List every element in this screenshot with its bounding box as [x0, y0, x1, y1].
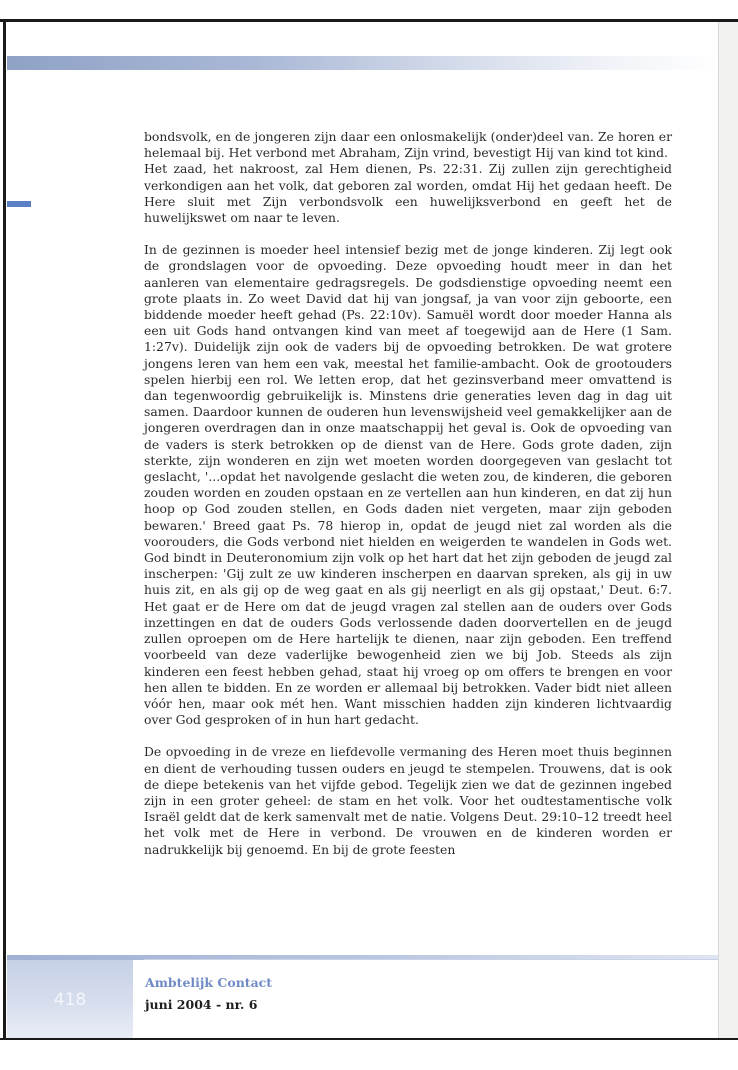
paragraph-4: De opvoeding in de vreze en liefdevolle vermaning des Heren moet thuis beginnen en dient de verhouding tussen ouders en jeugd te stempelen. Trouwens, dat is ook de diepe betekenis van het vijfde gebod. Tegelijk zien we dat de gezinnen ingebed zijn in een groter geheel: de stam en het volk. Voor het oudtestamentische volk Israël geldt dat de kerk samenvalt met de natie. Volgens Deut. 29:10–12 treedt heel het volk met de Here in verbond. De vrouwen en de kinderen worden er nadrukkelijk bij genoemd. En bij de grote feesten: [144, 744, 672, 857]
journal-issue: juni 2004 - nr. 6: [145, 997, 258, 1012]
article-body: [144, 129, 672, 874]
page-number: 418: [53, 990, 87, 1010]
paragraph-2: Het zaad, het nakroost, zal Hem dienen, Ps. 22:31. Zij zullen zijn gerechtigheid verkondigen aan het volk, dat geboren zal worden, omdat Hij het gedaan heeft. De Here sluit met Zijn verbondsvolk een huwelijksverbond en geeft het de huwelijkswet om naar te leven.: [144, 161, 672, 226]
scan-bottom-border: [0, 1038, 738, 1070]
footer-rule: [144, 959, 718, 960]
scan-left-border: [3, 19, 6, 1068]
scan-top-border: [0, 19, 738, 22]
header-color-band: [7, 56, 718, 70]
page-right-edge: [718, 22, 738, 1068]
paragraph-1: bondsvolk, en de jongeren zijn daar een onlosmakelijk (onder)deel van. Ze horen er helemaal bij. Het verbond met Abraham, Zijn vrind, bevestigt Hij van kind tot kind.: [144, 129, 672, 161]
paragraph-3: In de gezinnen is moeder heel intensief bezig met de jonge kinderen. Zij legt ook de grondslagen voor de opvoeding. Deze opvoeding houdt meer in dan het aanleren van elementaire gedragsregels. De godsdienstige opvoeding neemt een grote plaats in. Zo weet David dat hij van jongsaf, ja van voor zijn geboorte, een biddende moeder heeft gehad (Ps. 22:10v). Samuël wordt door moeder Hanna als een uit Gods hand ontvangen kind van meet af toegewijd aan de Here (1 Sam. 1:27v). Duidelijk zijn ook de vaders bij de opvoeding betrokken. De wat grotere jongens leren van hem een vak, meestal het familie-ambacht. Ook de grootouders spelen hierbij een rol. We letten erop, dat het gezinsverband meer omvattend is dan tegenwoordig gebruikelijk is. Minstens drie generaties leven dag in dag uit samen. Daardoor kunnen de ouderen hun levenswijsheid veel gemakkelijker aan de jongeren overdragen dan in onze maatschappij het geval is. Ook de opvoeding van de vaders is sterk betrokken op de dienst van de Here. Gods grote daden, zijn sterkte, zijn wonderen en zijn wet moeten worden doorgegeven van geslacht tot geslacht, '...opdat het navolgende geslacht die weten zou, de kinderen, die geboren zouden worden en zouden opstaan en ze vertellen aan hun kinderen, en dat zij hun hoop op God zouden stellen, en Gods daden niet vergeten, maar zijn geboden bewaren.' Breed gaat Ps. 78 hierop in, opdat de jeugd niet zal worden als die voorouders, die Gods verbond niet hielden en weigerden te wandelen in Gods wet. God bindt in Deuteronomium zijn volk op het hart dat het zijn geboden de jeugd zal inscherpen: 'Gij zult ze uw kinderen inscherpen en daarvan spreken, als gij in uw huis zit, en als gij op de weg gaat en als gij neerligt en als gij opstaat,' Deut. 6:7. Het gaat er de Here om dat de jeugd vragen zal stellen aan de ouders over Gods inzettingen en dat de ouders Gods verlossende daden doorvertellen en de jeugd zullen oproepen om de Here hartelijk te dienen, naar zijn geboden. Een treffend voorbeeld van deze vaderlijke bewogenheid zien we bij Job. Steeds als zijn kinderen een feest hebben gehad, staat hij vroeg op om offers te brengen en voor hen allen te bidden. En ze worden er allemaal bij betrokken. Vader bidt niet alleen vóór hen, maar ook mét hen. Want misschien hadden zijn kinderen lichtvaardig over God gesproken of in hun hart gedacht.: [144, 242, 672, 728]
journal-name: Ambtelijk Contact: [145, 975, 273, 990]
margin-marker: [7, 201, 31, 207]
